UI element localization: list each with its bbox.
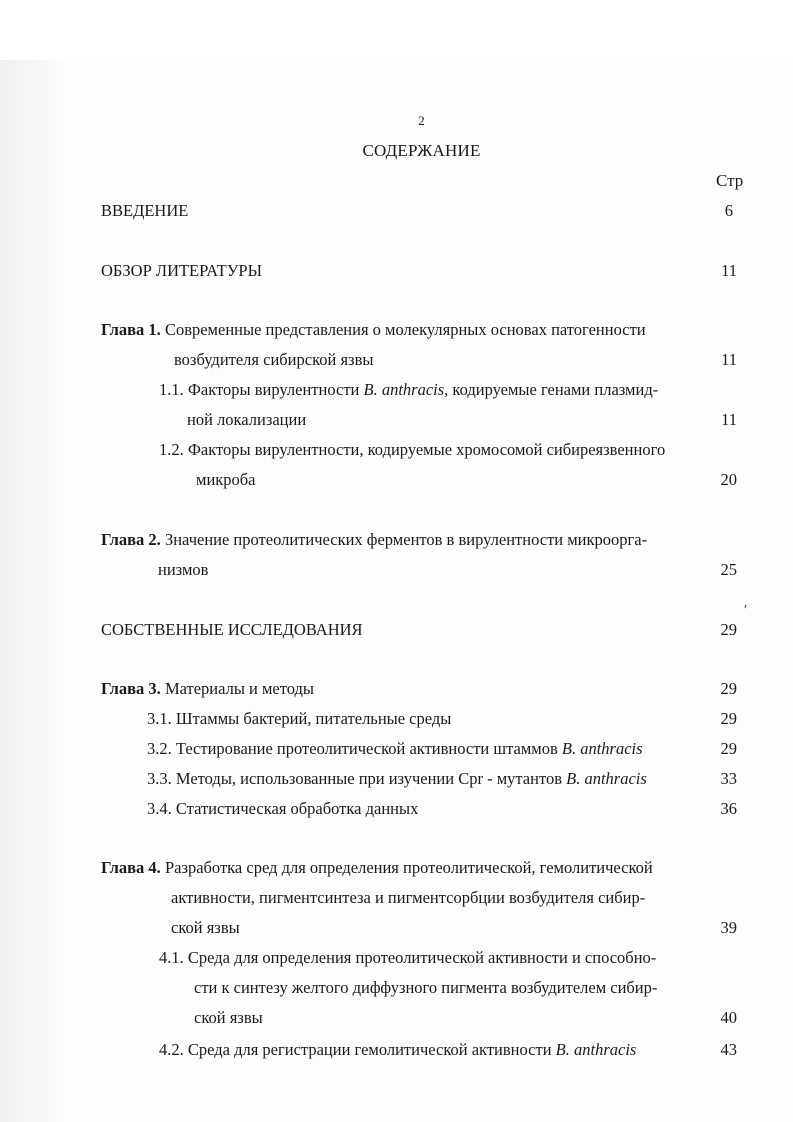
toc-entry-section-1-2-cont: микроба (196, 470, 256, 489)
page-column-header: Стр (716, 171, 744, 190)
toc-entry-section-4-1-cont: ской язвы (194, 1008, 263, 1027)
toc-entry-section-1-1-cont: ной локализации (187, 410, 307, 429)
toc-entry-chapter-2: Глава 2. Значение протеолитических ферментов в вирулентности микроорга- (101, 530, 648, 549)
toc-entry-chapter-4-cont: активности, пигментсинтеза и пигментсорбции возбудителя сибир- (171, 888, 646, 907)
toc-entry-chapter-1-cont: возбудителя сибирской язвы (174, 350, 374, 369)
toc-entry-section-3-4: 3.4. Статистическая обработка данных (147, 799, 419, 818)
toc-entry-chapter-1: Глава 1. Современные представления о молекулярных основах патогенности (101, 320, 646, 339)
toc-page-number: 43 (720, 1040, 737, 1059)
toc-page-number: 29 (720, 679, 737, 698)
toc-page-number: 6 (724, 201, 733, 220)
toc-entry-section-3-2: 3.2. Тестирование протеолитической активности штаммов B. anthracis (147, 739, 643, 758)
page-number: 2 (418, 113, 425, 128)
page-title: СОДЕРЖАНИЕ (362, 141, 481, 160)
toc-page-number: 20 (720, 470, 737, 489)
toc-page-number: 29 (720, 620, 737, 639)
chapter-label: Глава 2. (101, 530, 161, 549)
toc-page-number: 29 (720, 709, 737, 728)
toc-entry-section-4-1: 4.1. Среда для определения протеолитической активности и способно- (159, 948, 657, 967)
toc-page-number: 25 (720, 560, 737, 579)
scan-margin (0, 0, 793, 60)
toc-page-number: 29 (720, 739, 737, 758)
scan-mark: ′ (744, 603, 748, 618)
scan-shadow (0, 55, 60, 1122)
chapter-label: Глава 1. (101, 320, 161, 339)
toc-page-number: 39 (720, 918, 737, 937)
toc-page-number: 11 (721, 261, 737, 280)
toc-entry-own-research: СОБСТВЕННЫЕ ИССЛЕДОВАНИЯ (101, 620, 363, 639)
toc-page-number: 36 (720, 799, 737, 818)
toc-entry-section-1-2: 1.2. Факторы вирулентности, кодируемые хромосомой сибиреязвенного (159, 440, 666, 459)
toc-page-number: 11 (721, 350, 737, 369)
chapter-label: Глава 4. (101, 858, 161, 877)
toc-entry-chapter-4-cont: ской язвы (171, 918, 240, 937)
toc-entry-section-3-3: 3.3. Методы, использованные при изучении Cpr - мутантов B. anthracis (147, 769, 647, 788)
toc-entry-literature-review: ОБЗОР ЛИТЕРАТУРЫ (101, 261, 262, 280)
toc-entry-chapter-4: Глава 4. Разработка сред для определения протеолитической, гемолитической (101, 858, 653, 877)
toc-page-number: 40 (720, 1008, 737, 1027)
toc-entry-chapter-3: Глава 3. Материалы и методы (101, 679, 315, 698)
toc-entry-chapter-2-cont: низмов (158, 560, 209, 579)
toc-entry-section-3-1: 3.1. Штаммы бактерий, питательные среды (147, 709, 452, 728)
chapter-label: Глава 3. (101, 679, 161, 698)
toc-page-number: 33 (720, 769, 737, 788)
toc-entry-introduction: ВВЕДЕНИЕ (101, 201, 189, 220)
toc-entry-section-1-1: 1.1. Факторы вирулентности B. anthracis, кодируемые генами плазмид- (159, 380, 659, 399)
toc-page-number: 11 (721, 410, 737, 429)
toc-entry-section-4-2: 4.2. Среда для регистрации гемолитической активности B. anthracis (159, 1040, 637, 1059)
toc-entry-section-4-1-cont: сти к синтезу желтого диффузного пигмента возбудителем сибир- (194, 978, 658, 997)
